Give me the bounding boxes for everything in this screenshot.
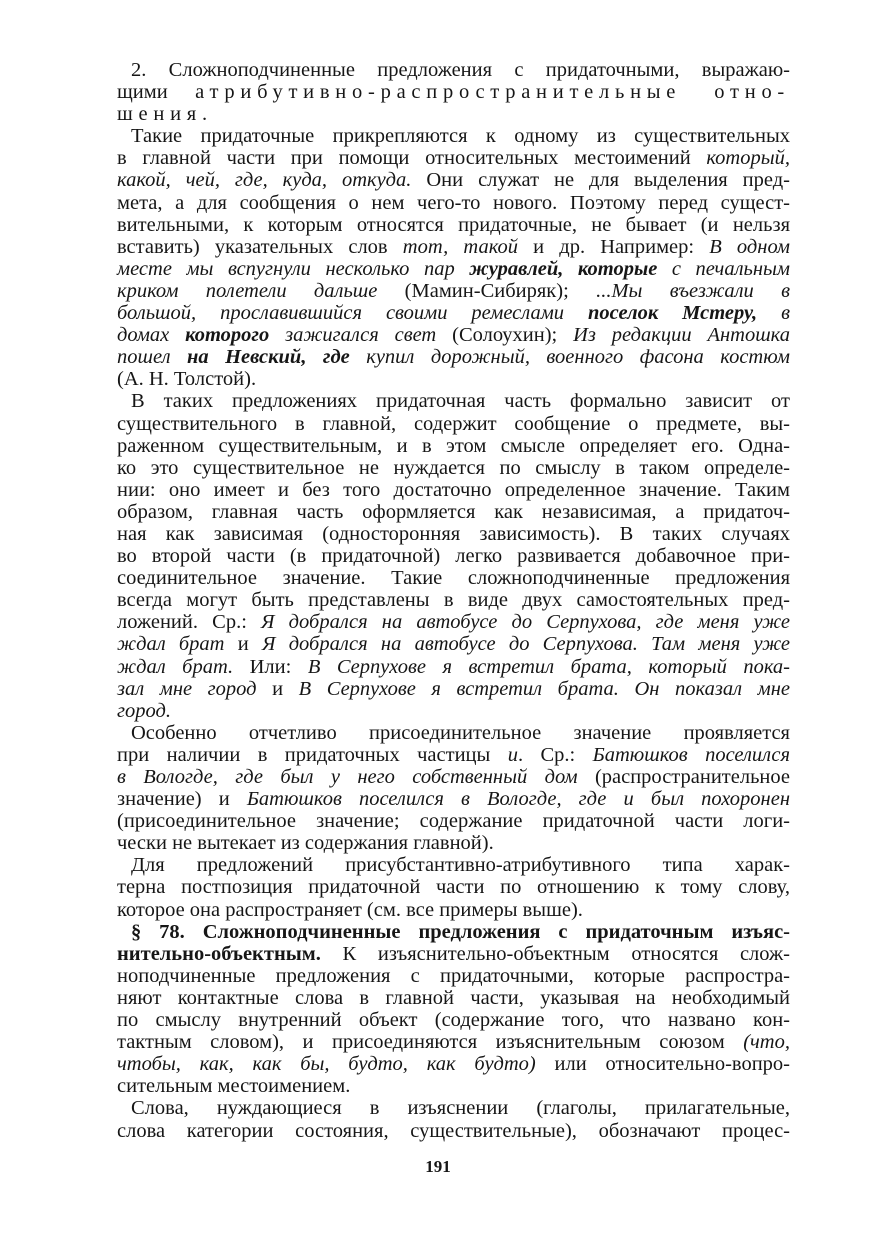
text-line bbox=[117, 832, 790, 854]
italic-text: купил дорожный, военного фасона костюм bbox=[349, 346, 790, 369]
text-run: по смыслу внутренний объект (содержание того, что названо кон- bbox=[117, 1009, 790, 1032]
text-line bbox=[117, 368, 790, 390]
text-run: няют контактные слова в главной части, указывая на необходимый bbox=[117, 986, 790, 1009]
italic-text: в Вологде, где был у него собственный дом bbox=[117, 766, 578, 788]
italic-text: чтобы, как, как бы, будто, как будто) bbox=[117, 1053, 536, 1076]
text-run: всегда могут быть представлены в виде двух самостоятельных пред- bbox=[117, 589, 790, 612]
italic-text: Я добрался на автобусе до Серпухова. Там меня уже bbox=[261, 633, 790, 656]
italic-text: В одном bbox=[709, 235, 790, 258]
bold-italic-text: на Невский, где bbox=[186, 346, 350, 369]
text-line bbox=[117, 81, 790, 103]
text-line bbox=[117, 103, 790, 125]
text-run: Они служат не для выделения пред- bbox=[411, 169, 790, 192]
text-run: Особенно отчетливо присоединительное значение проявляется bbox=[131, 721, 790, 744]
text-line bbox=[117, 700, 790, 722]
bold-italic-text: журавлей, которые bbox=[469, 257, 658, 280]
text-run: или относительно-вопро- bbox=[535, 1053, 790, 1076]
text-run: которое она распространяет (см. все примеры выше). bbox=[117, 898, 583, 921]
text-run: Слова, нуждающиеся в изъяснении (глаголы, прилагательные, bbox=[131, 1097, 790, 1120]
text-run: в главной части при помощи относительных местоимений bbox=[117, 147, 707, 170]
text-line bbox=[117, 1120, 790, 1142]
text-run: ложений. Ср.: bbox=[117, 611, 262, 634]
text-line bbox=[117, 1053, 790, 1075]
text-run: . Ср.: bbox=[517, 743, 593, 766]
text-line bbox=[117, 876, 790, 898]
italic-text: в bbox=[757, 302, 790, 325]
paragraph bbox=[117, 921, 790, 1098]
text-line bbox=[117, 1009, 790, 1031]
text-line bbox=[117, 1031, 790, 1053]
bold-text: нительно-объектным. bbox=[117, 942, 321, 965]
text-line bbox=[117, 479, 790, 501]
text-run: и bbox=[224, 633, 262, 656]
text-run: 2. Сложноподчиненные предложения с придаточными, выражаю- bbox=[131, 59, 790, 81]
text-run: вительными, к которым относятся придаточные, не бывает (и нельзя bbox=[117, 213, 790, 236]
text-line bbox=[117, 722, 790, 744]
text-line bbox=[117, 147, 790, 169]
italic-text: зажигался свет bbox=[269, 324, 437, 347]
text-run: (Мамин-Сибиряк); bbox=[377, 279, 597, 302]
italic-text: (что, bbox=[743, 1031, 790, 1054]
text-run: во второй части (в придаточной) легко развивается добавочное при- bbox=[117, 545, 790, 568]
text-run: тактным словом), и присоединяются изъяснительным союзом bbox=[117, 1031, 744, 1054]
text-run: терна постпозиция придаточной части по отношению к тому слову, bbox=[117, 876, 790, 899]
text-line bbox=[117, 965, 790, 987]
text-line bbox=[117, 258, 790, 280]
italic-text: тот, такой bbox=[402, 235, 519, 258]
italic-text: город. bbox=[117, 699, 171, 722]
italic-text: В Серпухове я встретил брата, который пока- bbox=[307, 655, 790, 678]
text-line bbox=[117, 435, 790, 457]
text-line bbox=[117, 943, 790, 965]
paragraph bbox=[117, 854, 790, 920]
text-line bbox=[117, 899, 790, 921]
text-line bbox=[117, 567, 790, 589]
text-line bbox=[117, 1097, 790, 1119]
text-line bbox=[117, 545, 790, 567]
bold-italic-text: которого bbox=[185, 324, 270, 347]
text-line bbox=[117, 523, 790, 545]
paragraph bbox=[117, 59, 790, 125]
italic-text: Батюшков поселился bbox=[592, 743, 790, 766]
text-line bbox=[117, 125, 790, 147]
text-line bbox=[117, 656, 790, 678]
text-run: Для предложений присубстантивно-атрибутивного типа харак- bbox=[131, 854, 790, 877]
bold-italic-text: поселок Мстеру, bbox=[588, 302, 758, 325]
text-run: Такие придаточные прикрепляются к одному из существительных bbox=[131, 125, 790, 148]
text-line bbox=[117, 744, 790, 766]
text-run: нии: оно имеет и без того достаточно определенное значение. Таким bbox=[117, 478, 790, 501]
text-run: раженном существительным, и в этом смысле определяет его. Одна- bbox=[117, 434, 790, 457]
text-run: (А. Н. Толстой). bbox=[117, 368, 257, 391]
text-line bbox=[117, 678, 790, 700]
italic-text: Из редакции Антошка bbox=[573, 324, 790, 347]
text-line bbox=[117, 611, 790, 633]
text-run: существительного в главной, содержит сообщение о предмете, вы- bbox=[117, 412, 790, 435]
text-line bbox=[117, 280, 790, 302]
text-line bbox=[117, 766, 790, 788]
text-line bbox=[117, 1075, 790, 1097]
text-line bbox=[117, 788, 790, 810]
spaced-text: шения. bbox=[117, 103, 213, 126]
text-line bbox=[117, 390, 790, 412]
italic-text: пошел bbox=[117, 346, 187, 369]
italic-text: криком полетели дальше bbox=[117, 279, 378, 302]
text-run: ноподчиненные предложения с придаточными, которые распростра- bbox=[117, 964, 790, 987]
text-line bbox=[117, 987, 790, 1009]
paragraph bbox=[117, 1097, 790, 1141]
text-run: значение) и bbox=[117, 788, 247, 811]
text-run: ко это существительное не нуждается по смыслу в таком определе- bbox=[117, 456, 790, 479]
text-run: чески не вытекает из содержания главной). bbox=[117, 832, 494, 855]
spaced-text: атрибутивно-распространительные отно- bbox=[195, 81, 790, 104]
text-line bbox=[117, 59, 790, 81]
text-line bbox=[117, 324, 790, 346]
text-run: (присоединительное значение; содержание придаточной части логи- bbox=[117, 810, 790, 833]
text-line bbox=[117, 236, 790, 258]
italic-text: месте мы вспугнули несколько пар bbox=[117, 257, 470, 280]
text-run: при наличии в придаточных частицы bbox=[117, 743, 508, 766]
text-line bbox=[117, 921, 790, 943]
text-line bbox=[117, 633, 790, 655]
italic-text: зал мне город bbox=[117, 677, 257, 700]
italic-text: с печальным bbox=[657, 257, 790, 280]
page-number: 191 bbox=[425, 1157, 451, 1176]
text-run: образом, главная часть оформляется как независимая, а придаточ- bbox=[117, 500, 790, 523]
text-line bbox=[117, 302, 790, 324]
text-line bbox=[117, 346, 790, 368]
text-run: (Солоухин); bbox=[436, 324, 574, 347]
italic-text: и bbox=[507, 743, 518, 766]
text-line bbox=[117, 192, 790, 214]
italic-text: который, bbox=[706, 147, 790, 170]
italic-text: большой, прославившийся своими ремеслами bbox=[117, 302, 588, 325]
text-run: и bbox=[256, 677, 299, 700]
text-run: и др. Например: bbox=[518, 235, 710, 258]
text-line bbox=[117, 589, 790, 611]
paragraph bbox=[117, 390, 790, 721]
text-run: слова категории состояния, существительные), обозначают процес- bbox=[117, 1119, 790, 1142]
text-line bbox=[117, 214, 790, 236]
text-run: (распространительное bbox=[577, 766, 790, 788]
text-run: соединительное значение. Такие сложноподчиненные предложения bbox=[117, 567, 790, 590]
text-body bbox=[117, 59, 790, 1142]
text-line bbox=[117, 854, 790, 876]
bold-text: § 78. Сложноподчиненные предложения с придаточным изъяс- bbox=[131, 920, 790, 943]
text-line bbox=[117, 457, 790, 479]
italic-text: ждал брат bbox=[117, 633, 225, 656]
text-run: мета, а для сообщения о нем чего-то нового. Поэтому перед сущест- bbox=[117, 191, 790, 214]
text-run: сительным местоимением. bbox=[117, 1075, 351, 1098]
italic-text: Батюшков поселился в Вологде, где и был похоронен bbox=[246, 788, 790, 811]
text-line bbox=[117, 413, 790, 435]
italic-text: домах bbox=[117, 324, 186, 347]
text-run: щими bbox=[117, 81, 196, 104]
italic-text: Я добрался на автобусе до Серпухова, где меня уже bbox=[261, 611, 790, 634]
paragraph bbox=[117, 722, 790, 855]
text-run: Или: bbox=[233, 655, 308, 678]
text-run: В таких предложениях придаточная часть формально зависит от bbox=[131, 390, 790, 413]
italic-text: В Серпухове я встретил брата. Он показал мне bbox=[298, 677, 790, 700]
paragraph bbox=[117, 125, 790, 390]
text-line bbox=[117, 501, 790, 523]
italic-text: ждал брат. bbox=[117, 655, 234, 678]
text-run: ная как зависимая (односторонняя зависимость). В таких случаях bbox=[117, 522, 790, 545]
italic-text: ...Мы въезжали в bbox=[596, 279, 790, 302]
italic-text: какой, чей, где, куда, откуда. bbox=[117, 169, 412, 192]
text-run: вставить) указательных слов bbox=[117, 235, 403, 258]
text-line bbox=[117, 169, 790, 191]
text-line bbox=[117, 810, 790, 832]
text-run: К изъяснительно-объектным относятся слож- bbox=[320, 942, 790, 965]
